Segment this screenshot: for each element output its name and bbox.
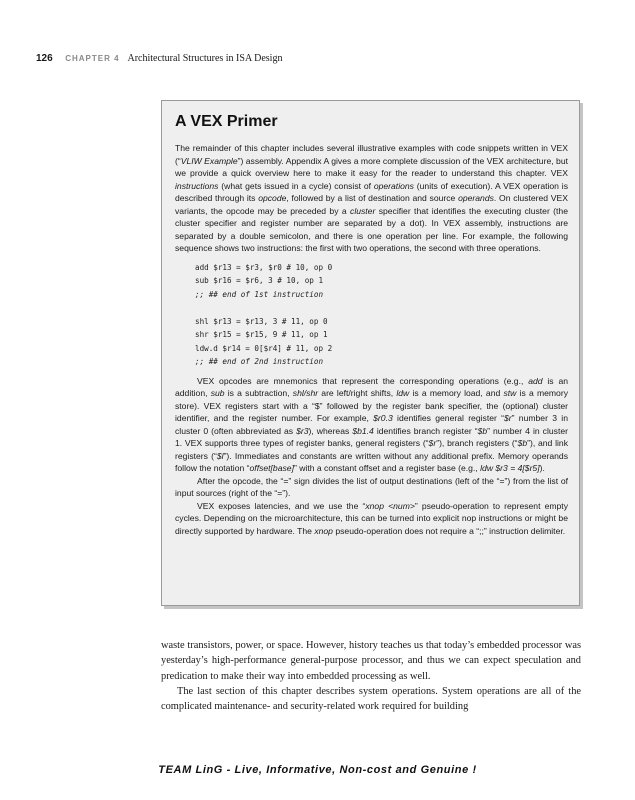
footer-banner: TEAM LinG - Live, Informative, Non-cost and Genuine ! <box>158 764 477 776</box>
vex-primer-sidebar <box>161 100 580 606</box>
code-line: ldw.d $r14 = 0[$r4] # 11, op 2 <box>195 343 333 353</box>
chapter-label: CHAPTER 4 <box>65 54 120 63</box>
code-line: ;; ## end of 2nd instruction <box>195 357 324 366</box>
sidebar-paragraph-3: After the opcode, the “=” sign divides the list of output destinations (left of the “=”) from the list of input sources (right of the “=”). <box>175 475 568 498</box>
code-line: add $r13 = $r3, $r0 # 10, op 0 <box>195 262 333 272</box>
page-number: 126 <box>36 53 53 64</box>
sidebar-paragraph-1: The remainder of this chapter includes several illustrative examples with code snippets written in VEX (“VLIW Example”) assembly. Appendix A gives a more complete discussion of the VEX architecture, but we provide a quick overview here to make it easy for the reader to understand this chapter. VEX instructions (what gets issued in a cycle) consist of operations (units of execution). A VEX operation is described through its opcode, followed by a list of destination and source operands. On clustered VEX variants, the opcode may be preceded by a cluster specifier that identifies the executing cluster (the cluster specifier and register number are separated by a dot). In VEX assembly, instructions are separated by a double semicolon, and there is one operation per line. For example, the following sequence shows two instructions: the first with two operations, the second with three operations. <box>175 143 568 253</box>
body-paragraph: The last section of this chapter describes system operations. System operations are all of the complicated maintenance- and security-related work required for building <box>161 685 581 713</box>
body-text <box>161 638 581 714</box>
code-listing <box>195 261 568 369</box>
code-line: shl $r13 = $r13, 3 # 11, op 0 <box>195 316 328 326</box>
sidebar-title: A VEX Primer <box>175 113 278 130</box>
body-paragraph: waste transistors, power, or space. However, history teaches us that today’s embedded processor was yesterday’s high-performance general-purpose processor, and thus we can expect speculation and predication to make their way into embedded processing as well. <box>161 640 581 682</box>
code-line: sub $r16 = $r6, 3 # 10, op 1 <box>195 276 324 285</box>
sidebar-paragraph-2: VEX opcodes are mnemonics that represent the corresponding operations (e.g., add is an addition, sub is a subtraction, shl/shr are left/right shifts, ldw is a memory load, and stw is a memory store). VEX registers start with a “$” followed by the register bank specifier, the (optional) cluster identifier, and the register number. For example, $r0.3 identifies general register “$r” number 3 in cluster 0 (often abbreviated as $r3), whereas $b1.4 identifies branch register “$b” number 4 in cluster 1. VEX supports three types of register banks, general registers (“$r”), branch registers (“$b”), and link registers (“$l”). Immediates and constants are written without any additional prefix. Memory operands follow the notation “offset[base]” with a constant offset and a register base (e.g., ldw $r3 = 4[$r5]). <box>175 375 569 473</box>
code-line: shr $r15 = $r15, 9 # 11, op 1 <box>195 330 328 339</box>
running-header <box>36 53 282 64</box>
code-line: ;; ## end of 1st instruction <box>195 289 324 299</box>
chapter-title: Architectural Structures in ISA Design <box>127 53 283 64</box>
sidebar-paragraph-4: VEX exposes latencies, and we use the “xnop <num>” pseudo-operation to represent empty cycles. Depending on the microarchitecture, this can be turned into explicit nop instructions or might be directly supported by hardware. The xnop pseudo-operation does not require a “;;” instruction delimiter. <box>175 500 568 536</box>
